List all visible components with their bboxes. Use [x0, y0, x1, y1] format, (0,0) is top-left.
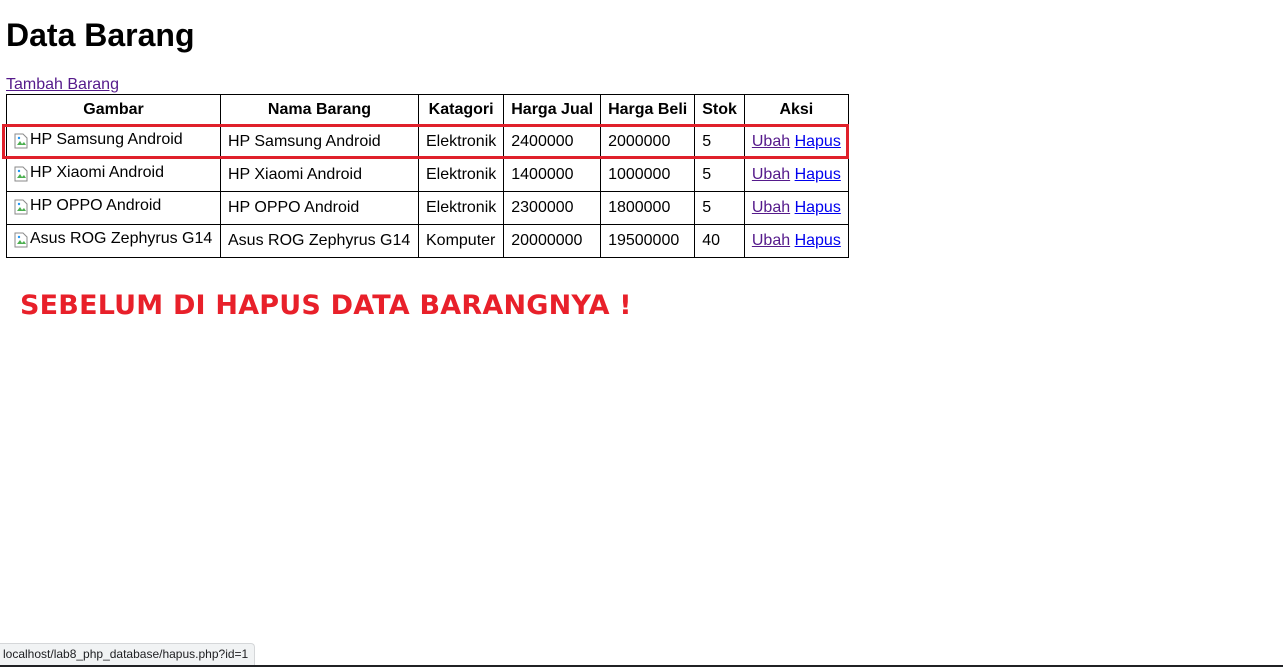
- image-alt-text: HP Xiaomi Android: [30, 164, 164, 181]
- product-image: [14, 230, 212, 248]
- image-cell: [7, 126, 221, 159]
- stock-cell: 5: [695, 192, 745, 225]
- broken-image-icon: [14, 199, 28, 215]
- header-harga-jual: Harga Jual: [504, 95, 601, 126]
- notice-text: SEBELUM DI HAPUS DATA BARANGNYA !: [20, 290, 632, 321]
- delete-link[interactable]: Hapus: [794, 166, 841, 183]
- header-gambar: Gambar: [7, 95, 221, 126]
- items-table: [6, 94, 849, 258]
- image-alt-text: Asus ROG Zephyrus G14: [30, 230, 213, 247]
- edit-link[interactable]: Ubah: [751, 166, 791, 183]
- sell-price-cell: 1400000: [504, 159, 601, 192]
- table-row: [7, 192, 849, 225]
- buy-price-cell: 19500000: [601, 225, 695, 258]
- product-image: [14, 131, 183, 149]
- table-row: [7, 159, 849, 192]
- sell-price-cell: 2300000: [504, 192, 601, 225]
- name-cell: HP OPPO Android: [221, 192, 419, 225]
- edit-link[interactable]: Ubah: [751, 199, 791, 216]
- buy-price-cell: 1800000: [601, 192, 695, 225]
- action-cell: [744, 192, 848, 225]
- name-cell: Asus ROG Zephyrus G14: [221, 225, 419, 258]
- page-title: Data Barang: [6, 17, 195, 53]
- action-cell: [744, 225, 848, 258]
- stock-cell: 5: [695, 159, 745, 192]
- image-cell: [7, 159, 221, 192]
- action-cell: [744, 126, 848, 159]
- stock-cell: 40: [695, 225, 745, 258]
- sell-price-cell: 2400000: [504, 126, 601, 159]
- header-katagori: Katagori: [419, 95, 504, 126]
- status-bar-url: localhost/lab8_php_database/hapus.php?id=1: [0, 643, 255, 665]
- header-harga-beli: Harga Beli: [601, 95, 695, 126]
- category-cell: Komputer: [419, 225, 504, 258]
- header-aksi: Aksi: [744, 95, 848, 126]
- category-cell: Elektronik: [419, 126, 504, 159]
- image-alt-text: HP Samsung Android: [30, 131, 183, 148]
- stock-cell: 5: [695, 126, 745, 159]
- image-cell: [7, 225, 221, 258]
- category-cell: Elektronik: [419, 159, 504, 192]
- header-nama-barang: Nama Barang: [221, 95, 419, 126]
- broken-image-icon: [14, 133, 28, 149]
- sell-price-cell: 20000000: [504, 225, 601, 258]
- page: [0, 0, 1283, 258]
- header-stok: Stok: [695, 95, 745, 126]
- name-cell: HP Samsung Android: [221, 126, 419, 159]
- product-image: [14, 197, 161, 215]
- broken-image-icon: [14, 232, 28, 248]
- delete-link[interactable]: Hapus: [794, 133, 841, 150]
- product-image: [14, 164, 164, 182]
- delete-link[interactable]: Hapus: [794, 232, 841, 249]
- category-cell: Elektronik: [419, 192, 504, 225]
- image-alt-text: HP OPPO Android: [30, 197, 162, 214]
- edit-link[interactable]: Ubah: [751, 133, 791, 150]
- buy-price-cell: 2000000: [601, 126, 695, 159]
- add-item-link[interactable]: Tambah Barang: [6, 76, 119, 93]
- edit-link[interactable]: Ubah: [751, 232, 791, 249]
- action-cell: [744, 159, 848, 192]
- table-row: [7, 225, 849, 258]
- image-cell: [7, 192, 221, 225]
- delete-link[interactable]: Hapus: [794, 199, 841, 216]
- buy-price-cell: 1000000: [601, 159, 695, 192]
- table-row: [7, 126, 849, 159]
- table-header-row: [7, 95, 849, 126]
- broken-image-icon: [14, 166, 28, 182]
- name-cell: HP Xiaomi Android: [221, 159, 419, 192]
